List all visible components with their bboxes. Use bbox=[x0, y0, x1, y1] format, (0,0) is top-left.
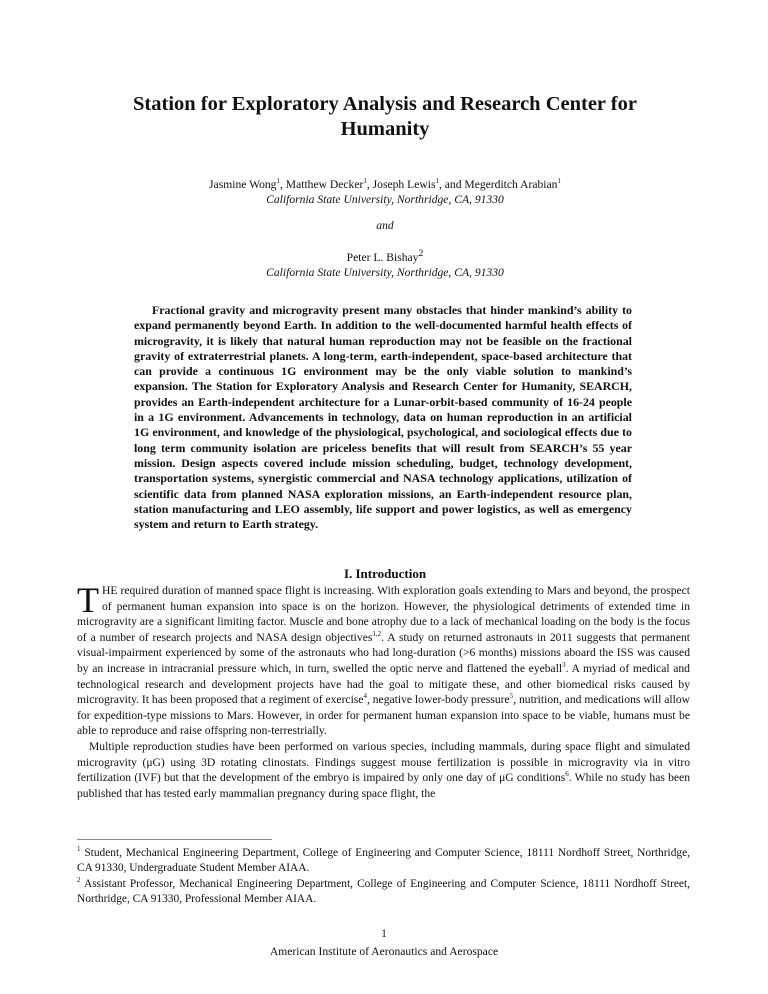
footnote bbox=[77, 846, 690, 877]
section-body bbox=[77, 580, 690, 801]
author-name: Joseph Lewis bbox=[372, 178, 436, 191]
abstract: Fractional gravity and microgravity present many obstacles that hinder mankind’s ability to expand permanently beyond Earth. In addition to the well-documented harmful health effects of microgravity, it is likely that natural human reproduction may not be feasible on the fractional gravity of extraterrestrial planets. A long-term, earth-independent, space-based architecture that can provide a continuous 1G environment may be the only viable solution to mankind’s expansion. The Station for Exploratory Analysis and Research Center for Humanity, SEARCH, provides an Earth-independent architecture for a Lunar-orbit-based community of 16-24 people in a 1G environment. Advancements in technology, data on human reproduction in an artificial 1G environment, and knowledge of the physiological, psychological, and sociological effects due to long term community isolation are priceless benefits that will result from SEARCH’s 55 year mission. Design aspects covered include mission scheduling, budget, technology development, transportation systems, synergistic commercial and NASA technology applications, utilization of scientific data from planned NASA exploration missions, an Earth-independent resource plan, station manufacturing and LEO assembly, life support and power logistics, as well as emergency system and return to Earth strategy. bbox=[134, 303, 632, 532]
author-name: Matthew Decker bbox=[285, 178, 364, 191]
text-run: Multiple reproduction studies have been performed on various species, including mammals, during space flight and simulated microgravity (μG) using 3D rotating clinostats. Findings suggest mouse fertilization is possible in microgravity via in vitro fertilization (IVF) but that the development of the embryo is impaired by only one day of μG conditions bbox=[77, 739, 690, 785]
author-separator: , bbox=[366, 178, 373, 191]
author-conjunction: and bbox=[376, 219, 394, 232]
section-heading: I. Introduction bbox=[343, 566, 427, 581]
footnote-mark: 1 bbox=[77, 845, 81, 854]
text-run: , negative lower-body pressure bbox=[366, 693, 510, 707]
footnote-text: Assistant Professor, Mechanical Engineering Department, College of Engineering and Computer Science, 18111 Nordhoff Street, Northridge, CA 91330, Professional Member AIAA. bbox=[77, 877, 690, 906]
text-run: . While no study has been published that has tested early mammalian pregnancy during space flight, the bbox=[77, 771, 690, 800]
paragraph bbox=[77, 580, 690, 739]
paper-title: Station for Exploratory Analysis and Research Center for Humanity bbox=[133, 93, 637, 140]
author-block-2 bbox=[80, 246, 690, 280]
footnotes bbox=[77, 846, 690, 908]
citation-mark: 1,2 bbox=[372, 629, 382, 638]
author-block-1 bbox=[80, 177, 690, 207]
footnote-divider bbox=[77, 839, 272, 840]
author-name: Peter L. Bishay bbox=[346, 250, 419, 264]
affiliation: California State University, Northridge, CA, 91330 bbox=[266, 265, 504, 279]
affiliation-mark: 1 bbox=[276, 177, 280, 186]
drop-cap: T bbox=[77, 580, 99, 620]
affiliation-mark: 1 bbox=[363, 177, 367, 186]
author-separator: , and bbox=[438, 178, 465, 191]
citation-mark: 5 bbox=[509, 692, 514, 701]
author-name: Jasmine Wong bbox=[209, 178, 277, 191]
footnote-text: Student, Mechanical Engineering Department, College of Engineering and Computer Science, 18111 Nordhoff Street, Northridge, CA 91330, Undergraduate Student Member AIAA. bbox=[77, 847, 690, 875]
footnote-mark: 2 bbox=[77, 876, 81, 885]
citation-mark: 3 bbox=[562, 661, 566, 670]
citation-mark: 6 bbox=[565, 770, 569, 779]
publisher-footer: American Institute of Aeronautics and Aerospace bbox=[269, 945, 499, 958]
affiliation-mark: 1 bbox=[557, 177, 561, 186]
text-run: . A myriad of medical and technological research and development projects have had the goal to mitigate these, and other biomedical risks caused by microgravity. It has been proposed that a regiment of exercise bbox=[77, 661, 690, 707]
author-list bbox=[80, 177, 690, 192]
text-run: , nutrition, and medications will allow for expedition-type missions to Mars. However, in order for permanent human expansion into space to be viable, humans must be able to reproduce and raise offspring non-terrestrially. bbox=[77, 693, 690, 738]
author-name: Megerditch Arabian bbox=[464, 178, 558, 191]
footnote bbox=[77, 877, 690, 908]
affiliation-mark: 2 bbox=[418, 248, 424, 259]
affiliation-mark: 1 bbox=[435, 177, 439, 186]
paragraph bbox=[77, 739, 690, 801]
author-separator: , bbox=[279, 178, 286, 191]
text-run: . A study on returned astronauts in 2011 suggests that permanent visual-impairment experienced by some of the astronauts who had long-duration (>6 months) missions aboard the ISS was caused by an increase in intracranial pressure which, in turn, swelled the optic nerve and flattened the eyeball bbox=[77, 630, 690, 675]
affiliation: California State University, Northridge, CA, 91330 bbox=[266, 193, 504, 206]
citation-mark: 4 bbox=[363, 692, 367, 701]
page-number: 1 bbox=[381, 927, 387, 940]
text-run: HE required duration of manned space flight is increasing. With exploration goals extending to Mars and beyond, the prospect of permanent human expansion into space is on the horizon. However, the physiological detriments of extended time in microgravity are a significant limiting factor. Muscle and bone atrophy due to a lack of mechanical loading on the body is the focus of a number of research projects and NASA design objectives bbox=[77, 584, 690, 644]
